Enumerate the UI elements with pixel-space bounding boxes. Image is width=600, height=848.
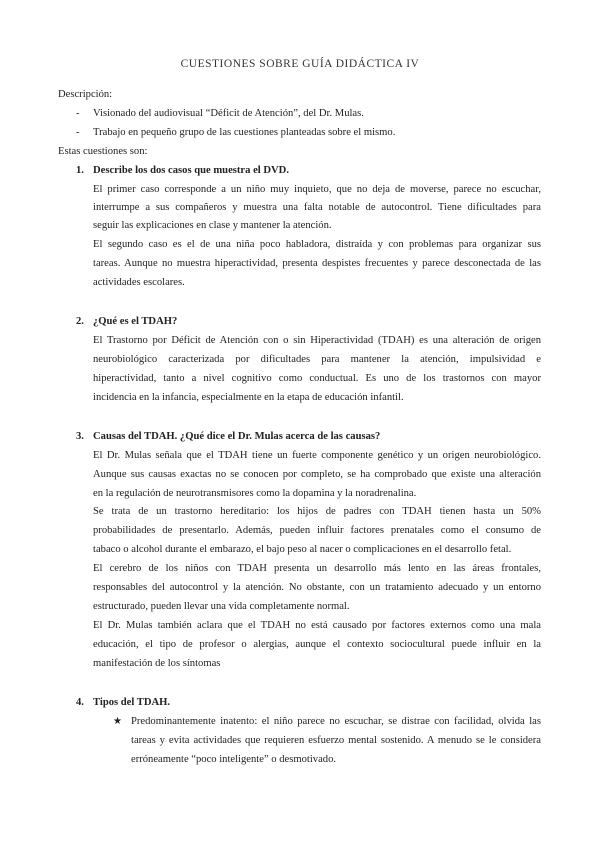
section-line: tabaco o alcohol durante el embarazo, el bajo peso al nacer o complicaciones en el desarrollo fetal.: [93, 544, 512, 555]
section-line: Se trata de un trastorno hereditario: los hijos de padres con TDAH tienen hasta un 50%: [93, 506, 541, 517]
bullet-item: Visionado del audiovisual “Déficit de Atención”, del Dr. Mulas.: [93, 108, 364, 119]
section-line: incidencia en la infancia, especialmente en la etapa de educación infantil.: [93, 392, 404, 403]
section-number: 2.: [76, 316, 84, 327]
section-line: hiperactividad, tanto a nivel cognitivo como conductual. Es uno de los trastornos con mayor: [93, 373, 541, 384]
section-line: Aunque sus causas exactas no se conocen por completo, se ha comprobado que existe una alteración: [93, 469, 541, 480]
description-label: Descripción:: [58, 89, 113, 100]
section-number: 1.: [76, 165, 84, 176]
section-line: actividades escolares.: [93, 277, 185, 288]
section-line: El Trastorno por Déficit de Atención con o sin Hiperactividad (TDAH) es una alteración de origen: [93, 335, 541, 346]
section-number: 3.: [76, 431, 84, 442]
section-line: neurobiológico caracterizada por dificultades para mantener la atención, impulsividad e: [93, 354, 541, 365]
section-number: 4.: [76, 697, 84, 708]
section-line: probabilidades de presentarlo. Además, pueden influir factores prenatales como el consumo de: [93, 525, 541, 536]
star-item-line: Predominantemente inatento: el niño parece no escuchar, se distrae con facilidad, olvida las: [131, 716, 541, 727]
bullet-item: Trabajo en pequeño grupo de las cuestiones planteadas sobre el mismo.: [93, 127, 396, 138]
section-line: El Dr. Mulas también aclara que el TDAH no está causado por factores externos como una mala: [93, 620, 541, 631]
section-line: seguir las explicaciones en clase y mantener la atención.: [93, 220, 332, 231]
section-line: tareas. Aunque no muestra hiperactividad, presenta despistes frecuentes y parece desconectada de las: [93, 258, 541, 269]
section-heading: ¿Qué es el TDAH?: [93, 316, 178, 327]
dash-bullet: -: [76, 108, 80, 119]
section-line: El Dr. Mulas señala que el TDAH tiene un fuerte componente genético y un origen neurobiológico.: [93, 450, 541, 461]
star-item-line: tareas y evita actividades que requieren esfuerzo mental sostenido. A menudo se le considera: [131, 735, 541, 746]
document-title: CUESTIONES SOBRE GUÍA DIDÁCTICA IV: [180, 58, 420, 70]
section-line: El cerebro de los niños con TDAH presenta un desarrollo más lento en las áreas frontales,: [93, 563, 541, 574]
star-bullet-icon: ★: [113, 716, 122, 727]
section-line: manifestación de los síntomas: [93, 658, 221, 669]
section-heading: Describe los dos casos que muestra el DVD.: [93, 165, 289, 176]
dash-bullet: -: [76, 127, 80, 138]
section-heading: Tipos del TDAH.: [93, 697, 171, 708]
star-item-line: erróneamente “poco inteligente” o desmotivado.: [131, 754, 337, 765]
section-line: educación, el tipo de profesor o alergias, aunque el contexto sociocultural puede influir en la: [93, 639, 541, 650]
section-line: El segundo caso es el de una niña poco habladora, distraída y con problemas para organizar sus: [93, 239, 541, 250]
section-line: El primer caso corresponde a un niño muy inquieto, que no deja de moverse, parece no escuchar,: [93, 184, 541, 195]
section-heading: Causas del TDAH. ¿Qué dice el Dr. Mulas acerca de las causas?: [93, 431, 381, 442]
section-line: estructurado, pueden llevar una vida completamente normal.: [93, 601, 350, 612]
section-line: interrumpe a sus compañeros y muestra una falta notable de autocontrol. Tiene dificultades para: [93, 202, 541, 213]
section-line: en la regulación de neurotransmisores como la dopamina y la noradrenalina.: [93, 488, 417, 499]
intro-text: Estas cuestiones son:: [58, 146, 148, 157]
section-line: responsables del autocontrol y la atención. No obstante, con un tratamiento adecuado y un entorno: [93, 582, 541, 593]
